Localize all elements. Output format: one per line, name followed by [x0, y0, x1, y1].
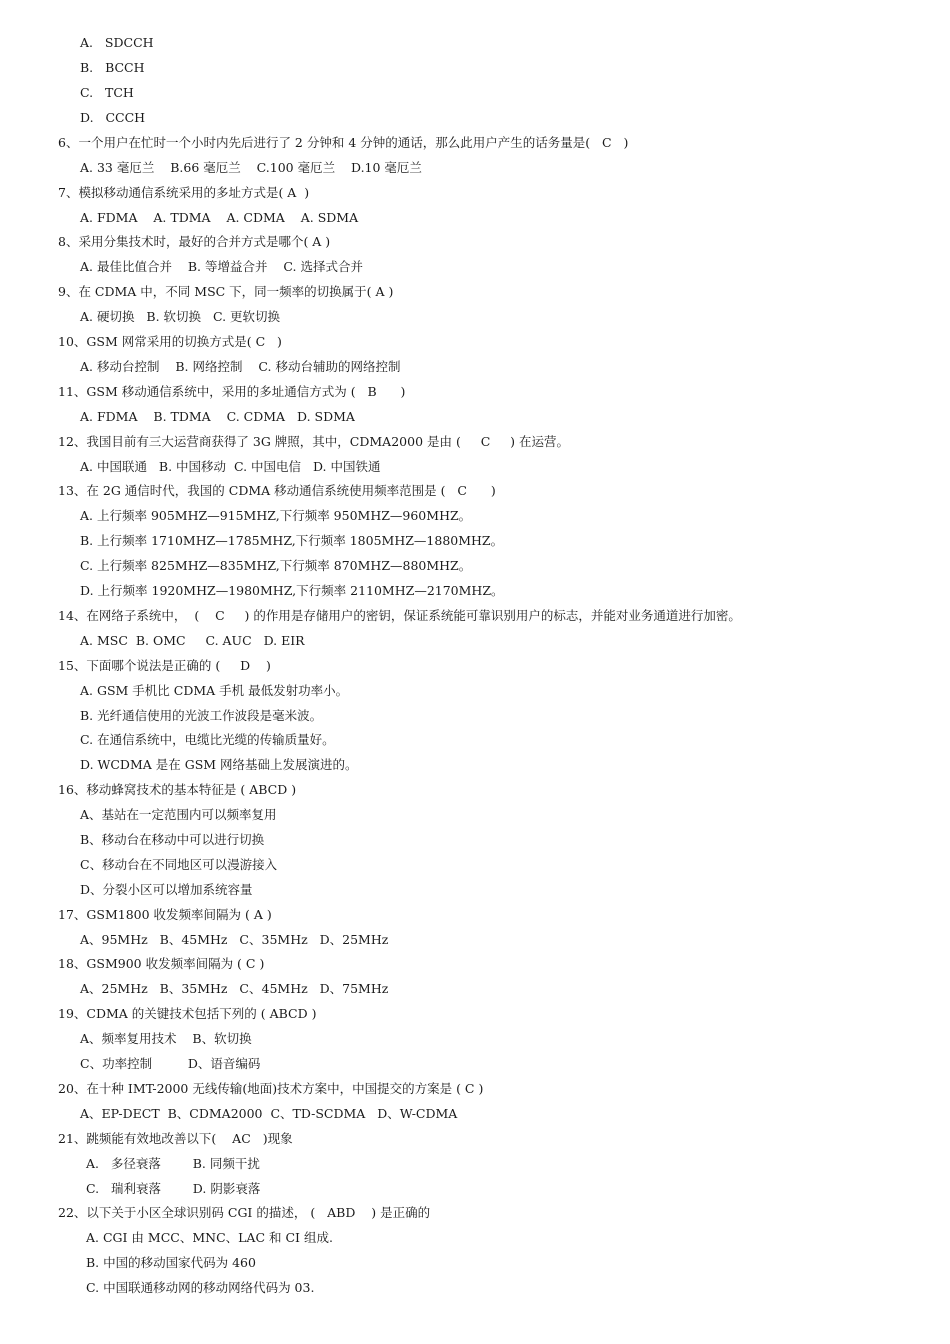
- answer-option-text: D、分裂小区可以增加系统容量: [80, 882, 253, 897]
- answer-option-text: A. GSM 手机比 CDMA 手机 最低发射功率小。: [80, 683, 349, 698]
- answer-option-text: C. 中国联通移动网的移动网络代码为 03.: [86, 1280, 315, 1295]
- answer-option-text: C、功率控制 D、语音编码: [80, 1056, 261, 1071]
- question-text: 22、以下关于小区全球识别码 CGI 的描述， ( ABD ) 是正确的: [58, 1205, 431, 1220]
- answer-option-text: A、基站在一定范围内可以频率复用: [80, 807, 277, 822]
- answer-option-text: A. 中国联通 B. 中国移动 C. 中国电信 D. 中国铁通: [80, 459, 381, 474]
- answer-option-text: A. 33 毫厄兰 B.66 毫厄兰 C.100 毫厄兰 D.10 毫厄兰: [80, 160, 422, 175]
- answer-option-text: D. 上行频率 1920MHZ—1980MHZ,下行频率 2110MHZ—2170MHZ。: [80, 583, 504, 598]
- answer-option-text: A、频率复用技术 B、软切换: [80, 1031, 252, 1046]
- answer-option-text: B、移动台在移动中可以进行切换: [80, 832, 265, 847]
- question-text: 10、GSM 网常采用的切换方式是( C ): [58, 334, 282, 349]
- answer-option-text: D. WCDMA 是在 GSM 网络基础上发展演进的。: [80, 757, 358, 772]
- question-text: 7、模拟移动通信系统采用的多址方式是( A ): [58, 185, 310, 200]
- answer-option-text: B. 光纤通信使用的光波工作波段是毫米波。: [80, 708, 323, 723]
- answer-option-text: A. 多径衰落 B. 同频干扰: [86, 1156, 260, 1171]
- question-text: 20、在十种 IMT-2000 无线传输(地面)技术方案中，中国提交的方案是 ( C ): [58, 1081, 484, 1096]
- answer-option-text: B. 中国的移动国家代码为 460: [86, 1255, 256, 1270]
- question-text: 15、下面哪个说法是正确的 ( D ): [58, 658, 271, 673]
- question-text: 18、GSM900 收发频率间隔为 ( C ): [58, 956, 265, 971]
- answer-option-text: B. 上行频率 1710MHZ—1785MHZ,下行频率 1805MHZ—1880MHZ。: [80, 533, 504, 548]
- answer-option-text: A、25MHz B、35MHz C、45MHz D、75MHz: [80, 981, 389, 996]
- answer-option-text: A. CGI 由 MCC、MNC、LAC 和 CI 组成.: [86, 1230, 333, 1245]
- answer-option-text: A. SDCCH: [80, 35, 154, 50]
- answer-option-text: C. 上行频率 825MHZ—835MHZ,下行频率 870MHZ—880MHZ。: [80, 558, 472, 573]
- answer-option-text: A、EP-DECT B、CDMA2000 C、TD-SCDMA D、W-CDMA: [80, 1106, 458, 1121]
- question-text: 11、GSM 移动通信系统中，采用的多址通信方式为 ( B ): [58, 384, 406, 399]
- question-text: 17、GSM1800 收发频率间隔为 ( A ): [58, 907, 272, 922]
- question-text: 19、CDMA 的关键技术包括下列的 ( ABCD ): [58, 1006, 317, 1021]
- answer-option-text: A. 硬切换 B. 软切换 C. 更软切换: [80, 309, 281, 324]
- answer-option-text: C. 在通信系统中，电缆比光缆的传输质量好。: [80, 732, 335, 747]
- answer-option-text: C、移动台在不同地区可以漫游接入: [80, 857, 278, 872]
- question-text: 9、在 CDMA 中，不同 MSC 下，同一频率的切换属于( A ): [58, 284, 394, 299]
- answer-option-text: C. TCH: [80, 85, 134, 100]
- answer-option-text: D. CCCH: [80, 110, 146, 125]
- answer-option-text: A. MSC B. OMC C. AUC D. EIR: [80, 633, 305, 648]
- question-text: 14、在网络子系统中， ( C ) 的作用是存储用户的密钥，保证系统能可靠识别用户的标志，并能对业务通道进行加密。: [58, 608, 741, 623]
- question-text: 12、我国目前有三大运营商获得了 3G 牌照，其中，CDMA2000 是由 ( C ) 在运营。: [58, 434, 569, 449]
- answer-option-text: A. 最佳比值合并 B. 等增益合并 C. 选择式合并: [80, 259, 363, 274]
- answer-option-text: A、95MHz B、45MHz C、35MHz D、25MHz: [80, 932, 389, 947]
- answer-option-text: A. FDMA A. TDMA A. CDMA A. SDMA: [80, 210, 359, 225]
- question-text: 13、在 2G 通信时代，我国的 CDMA 移动通信系统使用频率范围是 ( C ): [58, 483, 496, 498]
- question-text: 16、移动蜂窝技术的基本特征是 ( ABCD ): [58, 782, 297, 797]
- question-text: 21、跳频能有效地改善以下( AC )现象: [58, 1131, 293, 1146]
- question-text: 6、一个用户在忙时一个小时内先后进行了 2 分钟和 4 分钟的通话，那么此用户产生的话务量是( C ): [58, 135, 629, 150]
- answer-option-text: B. BCCH: [80, 60, 145, 75]
- answer-option-text: A. 上行频率 905MHZ—915MHZ,下行频率 950MHZ—960MHZ。: [80, 508, 472, 523]
- question-text: 8、采用分集技术时，最好的合并方式是哪个( A ): [58, 234, 331, 249]
- answer-option-text: C. 瑞利衰落 D. 阴影衰落: [86, 1181, 261, 1196]
- answer-option-text: A. FDMA B. TDMA C. CDMA D. SDMA: [80, 409, 355, 424]
- answer-option-text: A. 移动台控制 B. 网络控制 C. 移动台辅助的网络控制: [80, 359, 401, 374]
